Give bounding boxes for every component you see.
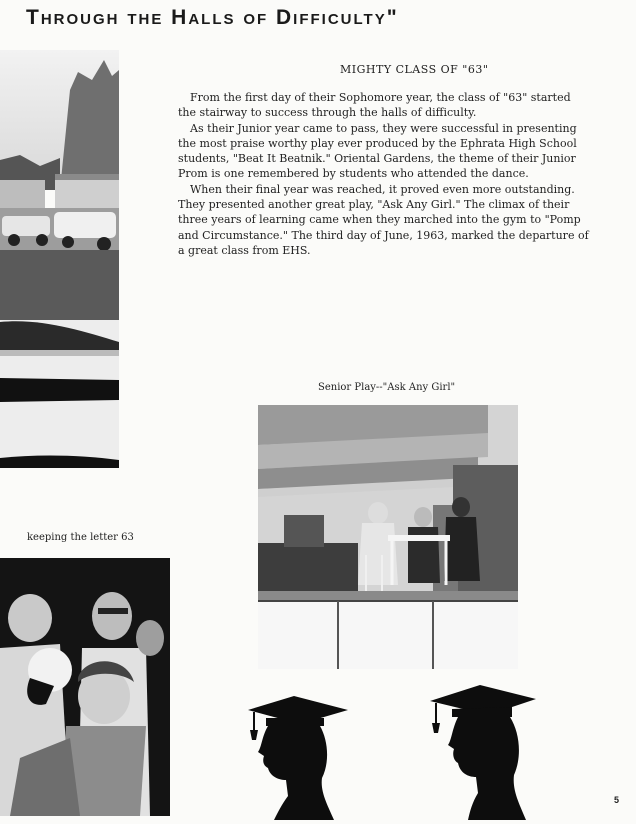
page-number: 5: [614, 795, 620, 805]
students-candid-photo: [0, 558, 170, 816]
page-title: Through the Halls of Difficulty": [26, 6, 399, 29]
parking-lot-photo: [0, 50, 119, 468]
paragraph-sophomore: From the first day of their Sophomore year, the class of "63" started the stairway to success through the halls of difficulty.: [178, 91, 571, 120]
paragraph-senior: When their final year was reached, it proved even more outstanding. They presented another great play, "Ask Any Girl." The climax of their three years of learning came when they marched into the gym to "Pomp and Circumstance." The third day of June, 1963, marked the departure of a great class from EHS.: [178, 182, 589, 257]
senior-play-photo: [258, 405, 518, 669]
article-subhead: MIGHTY CLASS OF "63": [340, 63, 489, 76]
caption-senior-play: Senior Play--"Ask Any Girl": [318, 382, 456, 393]
graduate-silhouette-right: [428, 685, 540, 824]
graduate-silhouette-left: [244, 696, 356, 824]
article-body: [178, 90, 592, 258]
paragraph-junior: As their Junior year came to pass, they were successful in presenting the most praise worthy play ever produced by the Ephrata High School students, "Beat It Beatnik." Oriental Gardens, the theme of their Junior Prom is one remembered by students who attended the dance.: [178, 121, 577, 181]
caption-keeping-letter: keeping the letter 63: [27, 532, 134, 543]
